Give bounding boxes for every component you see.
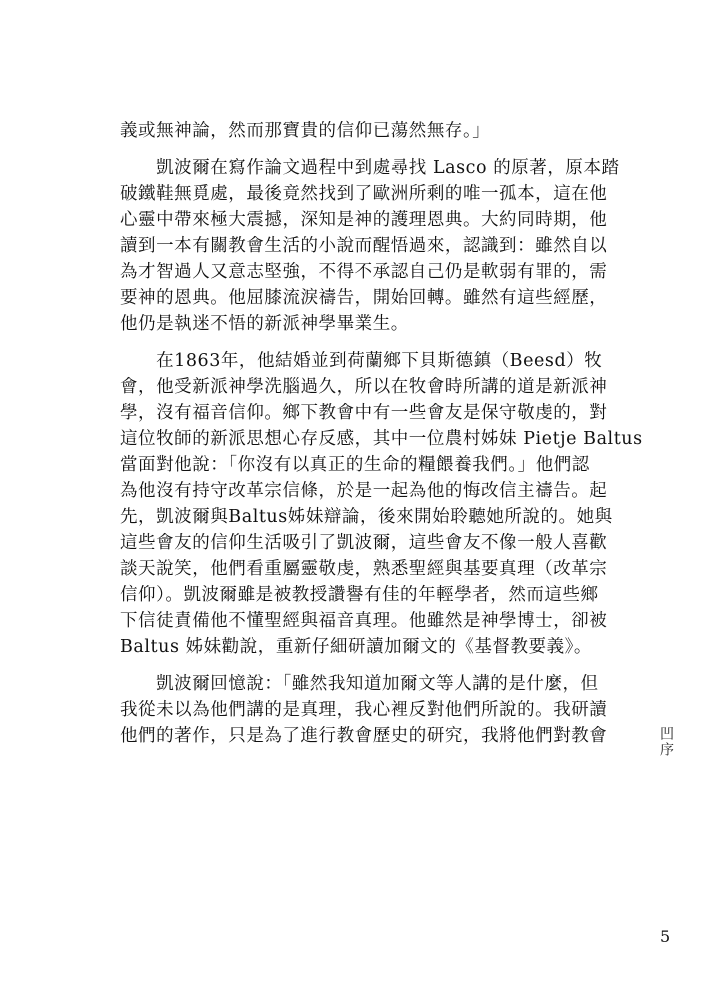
- text-line: 信仰）。凱波爾雖是被教授讚譽有佳的年輕學者，然而這些鄉: [120, 585, 599, 605]
- text-line: 為才智過人又意志堅強，不得不承認自己仍是軟弱有罪的，需: [120, 262, 608, 282]
- paragraph-spacer: [120, 144, 625, 155]
- text-line: 他仍是執迷不悟的新派神學畢業生。: [120, 314, 409, 334]
- text-line: 這些會友的信仰生活吸引了凱波爾，這些會友不像一般人喜歡: [120, 533, 608, 553]
- text-line: 凱波爾在寫作論文過程中到處尋找 Lasco 的原著，原本踏: [120, 158, 620, 178]
- text-line: 談天說笑，他們看重屬靈敬虔，熟悉聖經與基要真理（改革宗: [120, 559, 608, 579]
- body-text: [120, 118, 643, 749]
- text-line: 破鐵鞋無覓處，最後竟然找到了歐洲所剩的唯一孤本，這在他: [120, 184, 608, 204]
- text-line: 讀到一本有關教會生活的小說而醒悟過來，認識到：雖然自以: [120, 236, 608, 256]
- text-line: 這位牧師的新派思想心存反感，其中一位農村姊妹 Pietje Baltus: [120, 429, 643, 449]
- paragraph-spacer: [120, 337, 625, 348]
- text-line: 義或無神論，然而那寶貴的信仰已蕩然無存。」: [120, 121, 491, 141]
- text-line: 我從未以為他們講的是真理，我心裡反對他們所說的。我研讀: [120, 700, 608, 720]
- text-line: 要神的恩典。他屈膝流淚禱告，開始回轉。雖然有這些經歷，: [120, 288, 608, 308]
- text-line: 心靈中帶來極大震撼，深知是神的護理恩典。大約同時期，他: [120, 210, 608, 230]
- text-line: 下信徒責備他不懂聖經與福音真理。他雖然是神學博士，卻被: [120, 611, 608, 631]
- text-line: 在1863年，他結婚並到荷蘭鄉下貝斯德鎮（Beesd）牧: [120, 351, 603, 371]
- text-line: 先，凱波爾與Baltus姊妹辯論，後來開始聆聽她所說的。她與: [120, 507, 613, 527]
- text-line: 學，沒有福音信仰。鄉下教會中有一些會友是保守敬虔的，對: [120, 403, 608, 423]
- text-line: 他們的著作，只是為了進行教會歷史的研究，我將他們對教會: [120, 726, 608, 746]
- paragraph-spacer: [120, 660, 625, 671]
- page-number: 5: [660, 927, 671, 946]
- text-line: 為他沒有持守改革宗信條，於是一起為他的悔改信主禱告。起: [120, 481, 608, 501]
- text-line: Baltus 姊妹勸說，重新仔細研讀加爾文的《基督教要義》。: [120, 637, 592, 657]
- text-line: 當面對他說：「你沒有以真正的生命的糧餵養我們。」他們認: [120, 455, 590, 475]
- text-line: 凱波爾回憶說：「雖然我知道加爾文等人講的是什麼，但: [120, 674, 599, 694]
- section-side-label: 凹序: [658, 726, 674, 758]
- text-line: 會，他受新派神學洗腦過久，所以在牧會時所講的道是新派神: [120, 377, 608, 397]
